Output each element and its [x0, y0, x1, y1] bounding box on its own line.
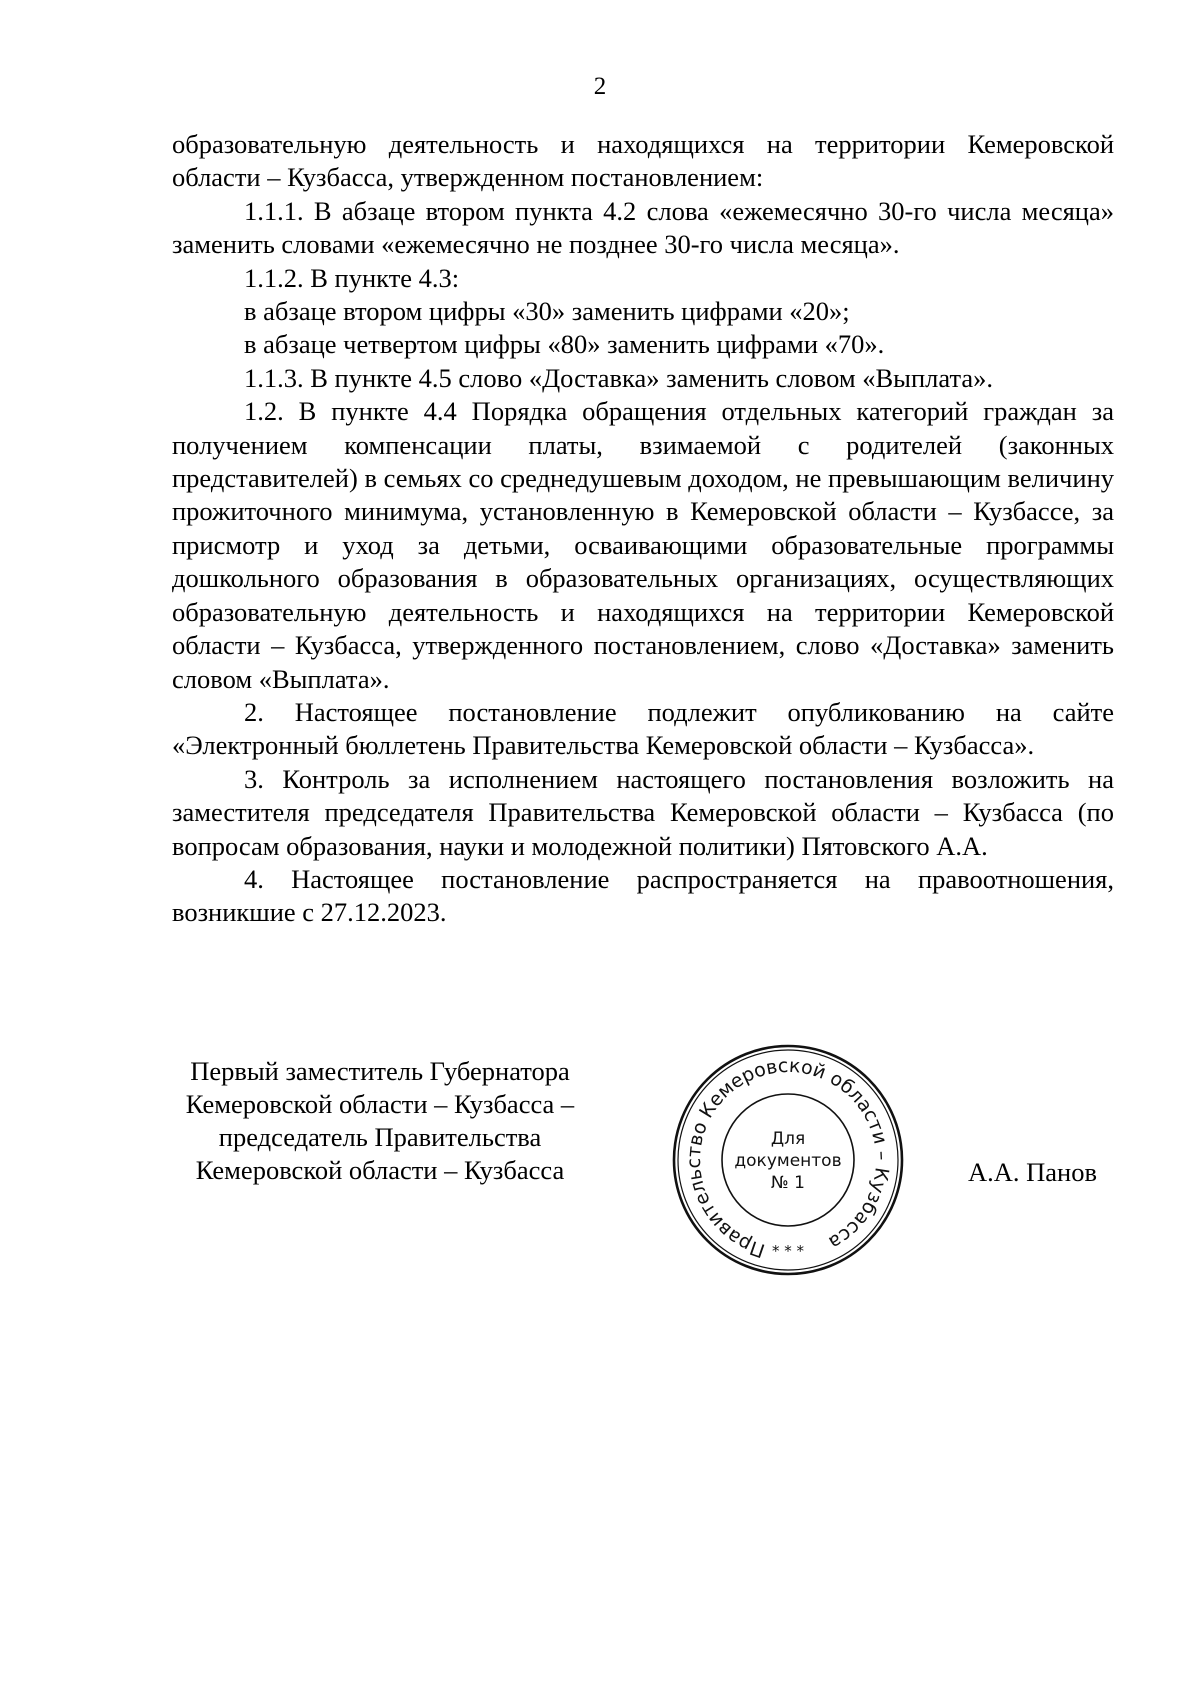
signatory-title-line: Первый заместитель Губернатора: [190, 1056, 570, 1086]
stamp-center-line: документов: [734, 1151, 842, 1171]
paragraph: в абзаце четвертом цифры «80» заменить цифрами «70».: [244, 329, 885, 360]
document-body: [172, 128, 1114, 930]
paragraph: 1.2. В пункте 4.4 Порядка обращения отдельных категорий граждан за получением компенсации платы, взимаемой с родителей (законных представителей) в семьях со среднедушевым доходом, не превышающим величину прожиточного минимума, установленную в Кемеровской области – Кузбассе, за присмотр и уход за детьми, осваивающими образовательные программы дошкольного образования в образовательных организациях, осуществляющих образовательную деятельность и находящихся на территории Кемеровской области – Кузбасса, утвержденного постановлением, слово «Доставка» заменить словом «Выплата».: [172, 396, 1114, 694]
signatory-title-line: Кемеровской области – Кузбасса: [195, 1155, 565, 1185]
paragraph: 1.1.1. В абзаце втором пункта 4.2 слова «ежемесячно 30-го числа месяца» заменить словами «ежемесячно не позднее 30-го числа месяца».: [172, 195, 1114, 260]
stamp-center-line: № 1: [771, 1173, 805, 1193]
paragraph: образовательную деятельность и находящихся на территории Кемеровской области – Кузбасса, утвержденном постановлением:: [172, 129, 1114, 193]
signatory-title: [155, 1055, 605, 1187]
paragraph: 1.1.3. В пункте 4.5 слово «Доставка» заменить словом «Выплата».: [244, 362, 994, 393]
paragraph: 4. Настоящее постановление распространяется на правоотношения, возникшие с 27.12.2023.: [172, 863, 1114, 928]
paragraph: 3. Контроль за исполнением настоящего постановления возложить на заместителя председателя Правительства Кемеровской области – Кузбасса (по вопросам образования, науки и молодежной политики) Пятовского А.А.: [172, 763, 1114, 861]
stamp-ring-text: Правительство Кемеровской области – Кузбасса: [682, 1054, 894, 1262]
paragraph: 2. Настоящее постановление подлежит опубликованию на сайте «Электронный бюллетень Правительства Кемеровской области – Кузбасса».: [172, 696, 1114, 761]
stamp-stars: * * *: [771, 1242, 805, 1260]
paragraph: в абзаце втором цифры «30» заменить цифрами «20»;: [244, 296, 850, 327]
stamp-center-line: Для: [770, 1129, 806, 1149]
official-stamp: [668, 1040, 908, 1280]
signatory-title-line: Кемеровской области – Кузбасса –: [185, 1089, 575, 1119]
page-number: 2: [593, 73, 607, 100]
paragraph: 1.1.2. В пункте 4.3:: [244, 262, 460, 293]
signatory-name: А.А. Панов: [968, 1157, 1097, 1187]
signatory-title-line: председатель Правительства: [218, 1122, 542, 1152]
